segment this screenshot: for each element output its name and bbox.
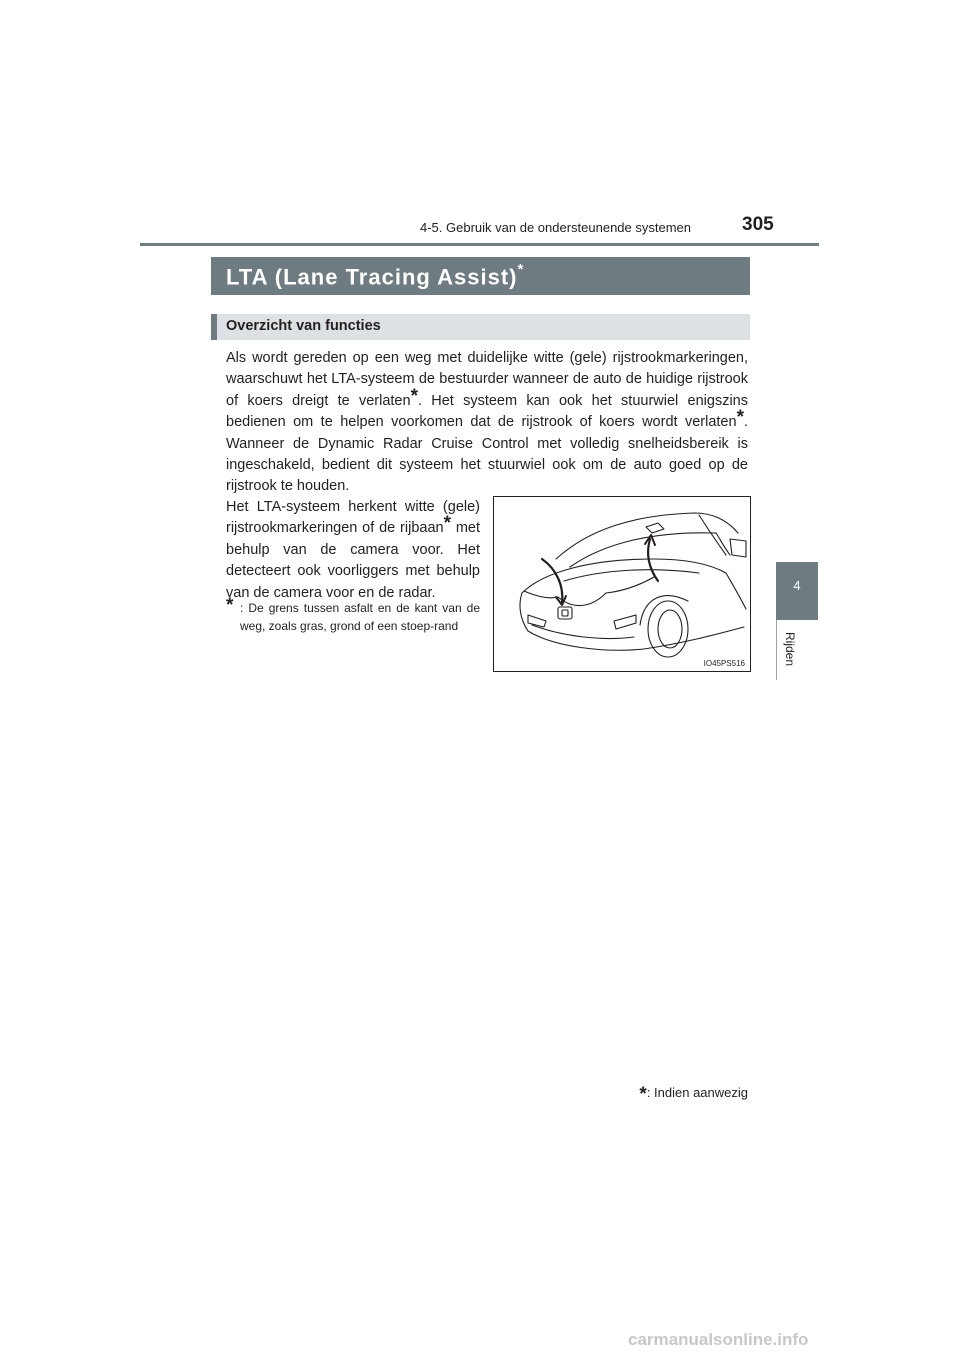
detection-part-2: met behulp van de camera voor. Het detecteert ook voorliggers met behulp van de camera voor en de radar. xyxy=(226,520,481,601)
car-pillar-line xyxy=(699,515,726,555)
car-hood-crease xyxy=(564,570,699,581)
detection-paragraph xyxy=(226,497,480,604)
section-title-text: LTA (Lane Tracing Assist) xyxy=(226,264,518,290)
intro-part-2: . Het systeem kan ook het stuurwiel enigszins bedienen om te helpen voorkomen dat de rijstrook of koers wordt verlaten xyxy=(226,392,748,431)
section-title xyxy=(226,263,524,290)
header-divider xyxy=(140,243,819,246)
car-side-body xyxy=(726,573,746,609)
car-illustration xyxy=(494,497,750,671)
car-lower-grille xyxy=(532,625,634,639)
car-fog-light xyxy=(614,615,636,629)
subheading: Overzicht van functies xyxy=(226,318,381,334)
car-headlight xyxy=(606,577,654,593)
footnote xyxy=(226,595,480,635)
chapter-tab-divider xyxy=(776,620,777,680)
watermark: carmanualsonline.info xyxy=(628,1330,809,1349)
intro-paragraph xyxy=(226,348,748,498)
page-number: 305 xyxy=(742,214,774,235)
footnote-text: : De grens tussen asfalt en de kant van de weg, zoals gras, grond of een stoep-rand xyxy=(240,601,480,633)
footnote-marker: * xyxy=(736,407,744,429)
chapter-label: Rijden xyxy=(783,632,797,667)
car-hood-line xyxy=(522,559,726,593)
chapter-number: 4 xyxy=(793,578,801,593)
running-header: 4-5. Gebruik van de ondersteunende systemen xyxy=(420,220,692,235)
detection-part-1: Het LTA-systeem herkent witte (gele) rijstrookmarkeringen of de rijbaan xyxy=(226,499,480,537)
arrow-to-sensor xyxy=(542,559,562,603)
camera-radar-sensor xyxy=(558,607,572,619)
availability-marker: * xyxy=(639,1084,647,1105)
section-title-marker: * xyxy=(517,261,525,278)
footnote-star: * xyxy=(226,595,234,616)
car-fog-light xyxy=(528,615,546,627)
car-headlight xyxy=(524,591,558,598)
car-front-bumper xyxy=(520,593,644,650)
intro-part-3: . Wanneer de Dynamic Radar Cruise Control met volledig snelheidsbereik is ingeschakeld, bedient dit systeem het stuurwiel ook om de auto goed op de rijstrook te houden. xyxy=(226,414,748,495)
car-camera-illustration xyxy=(493,496,751,672)
subheading-accent xyxy=(211,314,217,340)
availability-text: : Indien aanwezig xyxy=(646,1085,748,1100)
footnote-marker: * xyxy=(410,385,418,407)
figure-code: IO45PS516 xyxy=(703,659,745,668)
availability-note xyxy=(600,1084,748,1106)
windshield-camera xyxy=(646,523,664,533)
intro-part-1: Als wordt gereden op een weg met duidelijke witte (gele) rijstrookmarkeringen, waarschuwt het LTA-systeem de bestuurder wanneer de auto de huidige rijstrook of koers dreigt te verlaten xyxy=(226,350,748,409)
arrow-to-camera xyxy=(648,539,658,581)
car-side-window xyxy=(730,539,746,557)
footnote-marker: * xyxy=(443,513,451,535)
